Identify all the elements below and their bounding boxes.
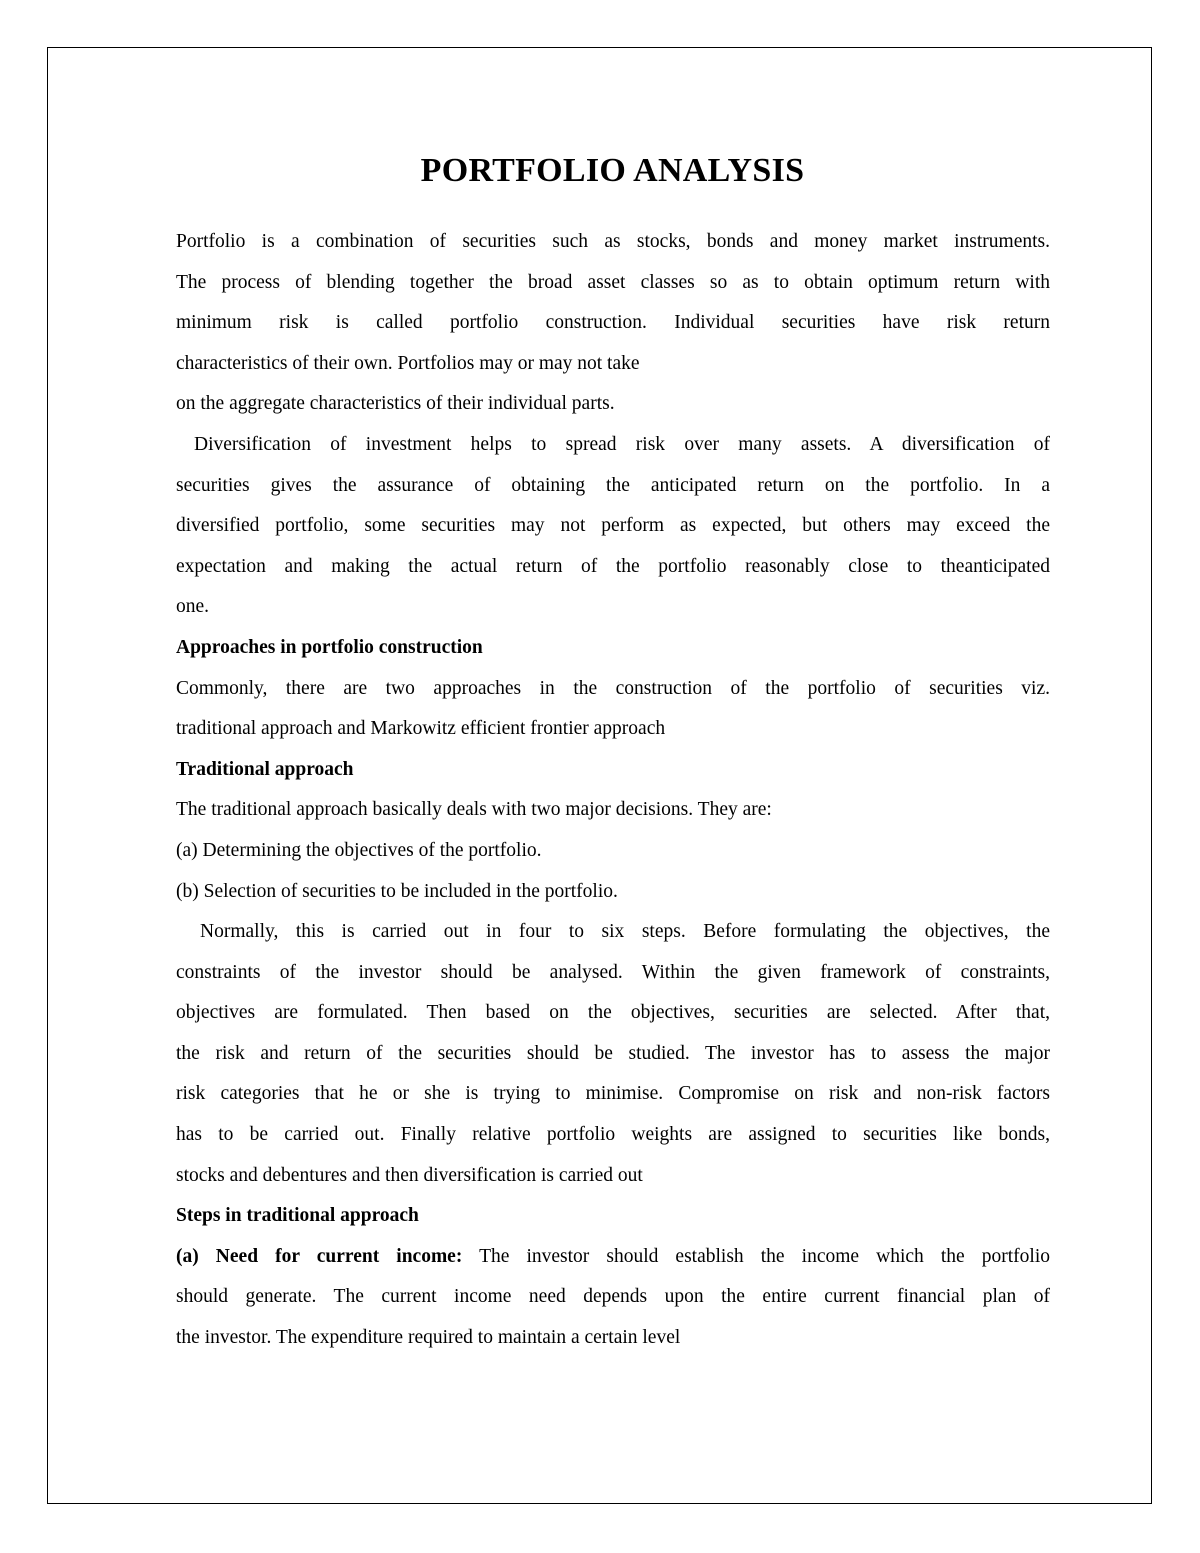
- paragraph-line: The process of blending together the broad asset classes so as to obtain optimum return with: [176, 271, 1050, 293]
- paragraph-line: The traditional approach basically deals with two major decisions. They are:: [176, 799, 772, 821]
- paragraph-line: on the aggregate characteristics of their individual parts.: [176, 393, 615, 415]
- paragraph-line: expectation and making the actual return of the portfolio reasonably close to theanticipated: [176, 555, 1050, 577]
- document-body: [176, 222, 1050, 1359]
- list-item: (b) Selection of securities to be included in the portfolio.: [176, 880, 618, 902]
- paragraph-line: Portfolio is a combination of securities such as stocks, bonds and money market instruments.: [176, 231, 1050, 252]
- paragraph-line: risk categories that he or she is trying to minimise. Compromise on risk and non-risk factors: [176, 1083, 1050, 1105]
- step-a-lead: (a) Need for current income:: [176, 1245, 463, 1267]
- paragraph-line: Normally, this is carried out in four to six steps. Before formulating the objectives, the: [200, 921, 1050, 943]
- paragraph-line: traditional approach and Markowitz efficient frontier approach: [176, 718, 666, 740]
- paragraph-line: diversified portfolio, some securities may not perform as expected, but others may exceed the: [176, 515, 1050, 537]
- paragraph-line: constraints of the investor should be analysed. Within the given framework of constraints,: [176, 961, 1050, 983]
- paragraph-line: stocks and debentures and then diversification is carried out: [176, 1164, 643, 1186]
- paragraph-line: minimum risk is called portfolio construction. Individual securities have risk return: [176, 312, 1050, 334]
- step-a-text: The investor should establish the income which the portfolio: [462, 1245, 1050, 1267]
- list-item: (a) Determining the objectives of the portfolio.: [176, 839, 542, 861]
- paragraph-line: characteristics of their own. Portfolios may or may not take: [176, 352, 640, 374]
- section-heading-traditional: Traditional approach: [176, 758, 354, 780]
- page-title: PORTFOLIO ANALYSIS: [420, 152, 805, 189]
- step-a-line: [176, 1237, 1050, 1278]
- paragraph-line: securities gives the assurance of obtaining the anticipated return on the portfolio. In a: [176, 474, 1050, 496]
- paragraph-line: has to be carried out. Finally relative portfolio weights are assigned to securities like bonds,: [176, 1124, 1050, 1146]
- paragraph-line: objectives are formulated. Then based on the objectives, securities are selected. After that,: [176, 1002, 1050, 1024]
- paragraph-line: the investor. The expenditure required to maintain a certain level: [176, 1327, 681, 1349]
- section-heading-approaches: Approaches in portfolio construction: [176, 636, 483, 658]
- paragraph-line: the risk and return of the securities should be studied. The investor has to assess the major: [176, 1042, 1050, 1064]
- paragraph-line: should generate. The current income need depends upon the entire current financial plan of: [176, 1286, 1050, 1308]
- paragraph-line: Commonly, there are two approaches in the construction of the portfolio of securities viz.: [176, 677, 1050, 699]
- paragraph-line: Diversification of investment helps to spread risk over many assets. A diversification of: [194, 433, 1050, 455]
- paragraph-line: one.: [176, 596, 210, 618]
- section-heading-steps: Steps in traditional approach: [176, 1205, 419, 1227]
